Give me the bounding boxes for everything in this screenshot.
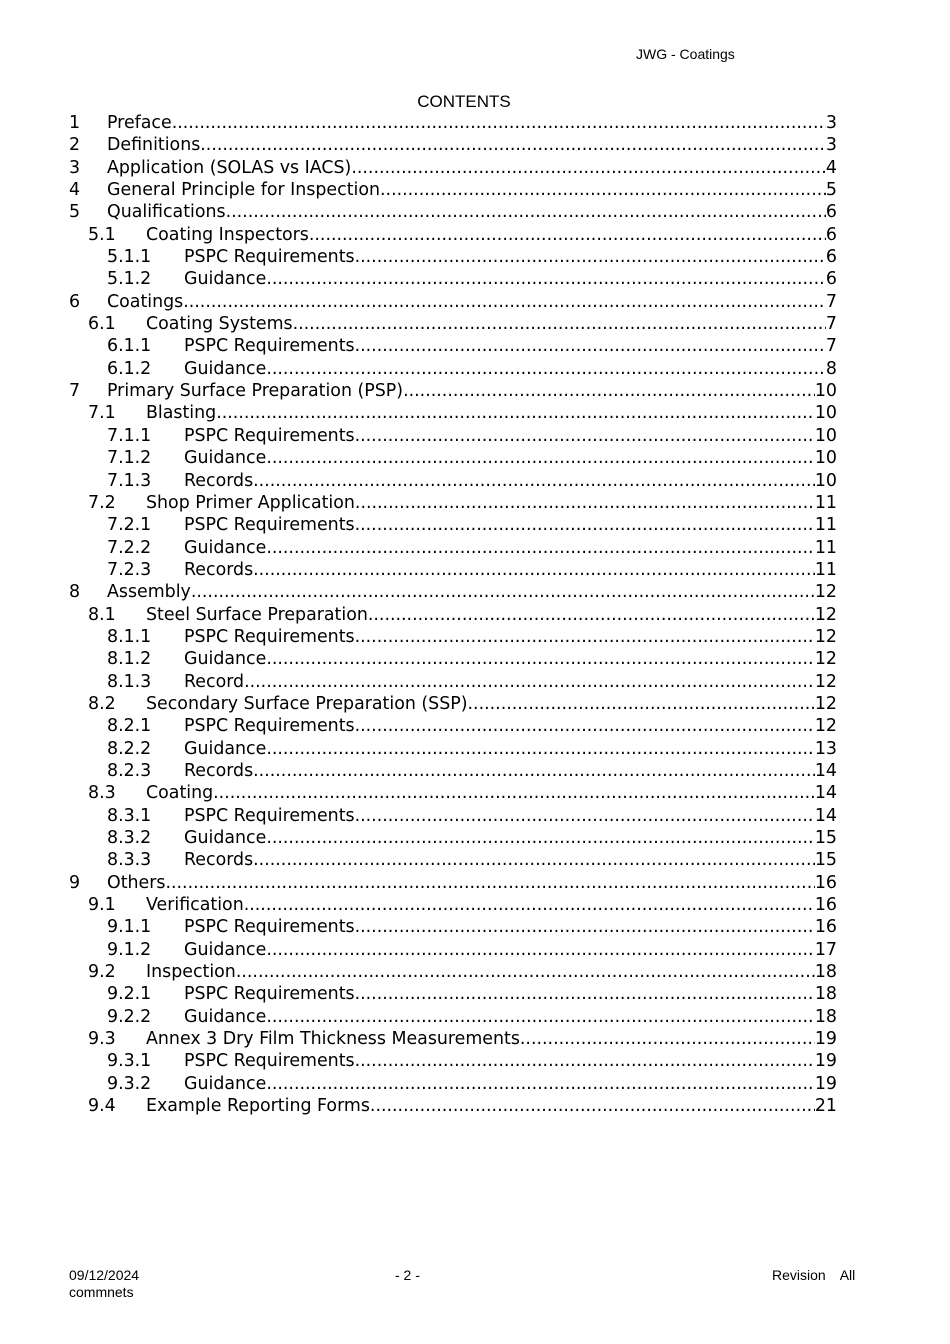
toc-entry-number: 8.3.1 bbox=[107, 805, 152, 826]
toc-entry-number: 8.1.2 bbox=[107, 649, 152, 670]
toc-entry[interactable] bbox=[69, 961, 837, 983]
toc-dot-leader bbox=[266, 648, 815, 670]
toc-entry-page: 10 bbox=[814, 425, 837, 446]
toc-entry-number: 6 bbox=[69, 291, 81, 312]
toc-entry-title: Guidance bbox=[184, 1006, 267, 1027]
toc-entry-number: 8.1 bbox=[88, 604, 116, 625]
toc-dot-leader bbox=[172, 112, 826, 134]
toc-entry-number: 9.2.2 bbox=[107, 1006, 152, 1027]
toc-entry-page: 4 bbox=[825, 157, 837, 178]
toc-entry-page: 11 bbox=[814, 537, 837, 558]
toc-entry-number: 8.3 bbox=[88, 783, 116, 804]
toc-entry-number: 3 bbox=[69, 157, 81, 178]
toc-dot-leader bbox=[468, 693, 815, 715]
toc-dot-leader bbox=[183, 291, 826, 313]
toc-entry-title: Guidance bbox=[184, 828, 267, 848]
toc-entry-page: 12 bbox=[814, 649, 837, 670]
toc-entry-page: 12 bbox=[814, 582, 837, 603]
toc-entry-number: 7.1.2 bbox=[107, 448, 152, 469]
table-of-contents bbox=[69, 112, 837, 1117]
toc-entry-number: 6.1.1 bbox=[107, 336, 152, 357]
toc-entry-page: 18 bbox=[814, 984, 837, 1005]
toc-entry-page: 18 bbox=[814, 962, 837, 983]
toc-entry-number: 5.1.1 bbox=[107, 247, 152, 268]
toc-entry-title: Inspection bbox=[146, 962, 236, 983]
toc-entry[interactable] bbox=[69, 313, 837, 335]
toc-entry[interactable] bbox=[69, 470, 837, 492]
toc-entry-page: 15 bbox=[814, 850, 837, 871]
toc-dot-leader bbox=[266, 1006, 815, 1028]
toc-entry[interactable] bbox=[69, 738, 837, 760]
toc-entry-title: Assembly bbox=[107, 582, 191, 603]
toc-entry[interactable] bbox=[69, 671, 837, 693]
toc-dot-leader bbox=[253, 849, 815, 871]
toc-entry-number: 8.2.1 bbox=[107, 716, 152, 737]
toc-entry-number: 9.3.2 bbox=[107, 1073, 152, 1094]
toc-entry-number: 2 bbox=[69, 135, 81, 156]
toc-entry-number: 5.1 bbox=[88, 224, 116, 245]
toc-entry-page: 5 bbox=[825, 180, 837, 201]
toc-entry-title: General Principle for Inspection bbox=[107, 180, 381, 201]
toc-entry-number: 9.3 bbox=[88, 1029, 116, 1050]
toc-entry-page: 8 bbox=[825, 358, 837, 379]
toc-dot-leader bbox=[355, 246, 826, 268]
toc-entry-title: Annex 3 Dry Film Thickness Measurements bbox=[146, 1029, 520, 1050]
toc-entry[interactable] bbox=[69, 916, 837, 938]
toc-entry-page: 19 bbox=[814, 1051, 837, 1072]
toc-entry-number: 8.2.3 bbox=[107, 760, 152, 781]
toc-dot-leader bbox=[368, 604, 815, 626]
toc-dot-leader bbox=[266, 537, 815, 559]
toc-entry[interactable] bbox=[69, 604, 837, 626]
toc-entry-title: Primary Surface Preparation (PSP) bbox=[107, 381, 404, 402]
toc-entry-title: Coating Systems bbox=[146, 314, 293, 335]
toc-entry-title: Verification bbox=[146, 895, 244, 916]
toc-entry-page: 12 bbox=[814, 626, 837, 647]
toc-dot-leader bbox=[253, 760, 815, 782]
toc-entry-title: Guidance bbox=[184, 358, 267, 379]
toc-entry-number: 5 bbox=[69, 202, 81, 223]
toc-entry[interactable] bbox=[69, 715, 837, 737]
toc-dot-leader bbox=[355, 715, 815, 737]
toc-entry-number: 5.1.2 bbox=[107, 269, 152, 290]
toc-entry[interactable] bbox=[69, 402, 837, 424]
toc-entry[interactable] bbox=[69, 514, 837, 536]
toc-entry-page: 16 bbox=[814, 917, 837, 938]
toc-entry[interactable] bbox=[69, 1028, 837, 1050]
toc-entry-title: Blasting bbox=[146, 403, 217, 424]
toc-dot-leader bbox=[403, 380, 815, 402]
toc-entry-page: 13 bbox=[814, 738, 837, 759]
toc-dot-leader bbox=[253, 559, 815, 581]
toc-dot-leader bbox=[200, 134, 826, 156]
toc-dot-leader bbox=[266, 1073, 815, 1095]
toc-entry-page: 16 bbox=[814, 872, 837, 893]
toc-entry-number: 8.2.2 bbox=[107, 738, 152, 759]
toc-dot-leader bbox=[355, 983, 815, 1005]
footer-left bbox=[69, 1267, 219, 1301]
toc-dot-leader bbox=[520, 1028, 815, 1050]
toc-dot-leader bbox=[165, 872, 814, 894]
toc-entry-page: 14 bbox=[814, 760, 837, 781]
toc-dot-leader bbox=[355, 626, 815, 648]
toc-entry[interactable] bbox=[69, 648, 837, 670]
toc-entry-title: Preface bbox=[107, 113, 172, 133]
toc-entry[interactable] bbox=[69, 358, 837, 380]
toc-entry-title: Guidance bbox=[184, 649, 267, 670]
toc-entry-page: 19 bbox=[814, 1029, 837, 1050]
toc-dot-leader bbox=[355, 514, 815, 536]
toc-dot-leader bbox=[380, 179, 826, 201]
toc-entry[interactable] bbox=[69, 134, 837, 156]
toc-entry-title: Qualifications bbox=[107, 202, 226, 223]
toc-entry-page: 3 bbox=[825, 113, 837, 133]
toc-dot-leader bbox=[355, 805, 815, 827]
toc-entry-page: 7 bbox=[825, 336, 837, 357]
toc-entry-page: 12 bbox=[814, 716, 837, 737]
toc-entry-page: 12 bbox=[814, 671, 837, 692]
toc-entry-page: 14 bbox=[814, 805, 837, 826]
toc-entry[interactable] bbox=[69, 425, 837, 447]
toc-entry[interactable] bbox=[69, 224, 837, 246]
toc-entry-title: Application (SOLAS vs IACS) bbox=[107, 157, 352, 178]
toc-entry-number: 8.1.3 bbox=[107, 671, 152, 692]
toc-entry[interactable] bbox=[69, 1073, 837, 1095]
toc-entry-title: Example Reporting Forms bbox=[146, 1096, 370, 1117]
toc-entry-title: PSPC Requirements bbox=[184, 425, 355, 446]
toc-entry-number: 8.3.3 bbox=[107, 850, 152, 871]
toc-entry-number: 8.2 bbox=[88, 693, 116, 714]
toc-entry[interactable] bbox=[69, 112, 837, 134]
toc-dot-leader bbox=[266, 447, 815, 469]
toc-entry-number: 4 bbox=[69, 180, 81, 201]
toc-entry[interactable] bbox=[69, 246, 837, 268]
toc-entry-title: Records bbox=[184, 760, 254, 781]
toc-entry-page: 15 bbox=[814, 828, 837, 848]
toc-dot-leader bbox=[370, 1095, 815, 1117]
toc-entry[interactable] bbox=[69, 827, 837, 849]
toc-entry[interactable] bbox=[69, 1095, 837, 1117]
toc-entry-page: 16 bbox=[814, 895, 837, 916]
footer-revision bbox=[772, 1267, 855, 1284]
toc-entry[interactable] bbox=[69, 268, 837, 290]
toc-entry-number: 6.1 bbox=[88, 314, 116, 335]
toc-entry-page: 21 bbox=[814, 1096, 837, 1117]
toc-entry-page: 6 bbox=[825, 247, 837, 268]
toc-dot-leader bbox=[244, 671, 815, 693]
toc-entry-page: 6 bbox=[825, 202, 837, 223]
toc-entry[interactable] bbox=[69, 179, 837, 201]
toc-entry-number: 9.4 bbox=[88, 1096, 116, 1117]
toc-dot-leader bbox=[253, 470, 815, 492]
toc-entry-title: Guidance bbox=[184, 537, 267, 558]
toc-dot-leader bbox=[293, 313, 826, 335]
toc-entry[interactable] bbox=[69, 693, 837, 715]
toc-dot-leader bbox=[351, 157, 826, 179]
toc-entry-number: 9.2 bbox=[88, 962, 116, 983]
toc-entry-title: Records bbox=[184, 559, 254, 580]
footer-page-number: - 2 - bbox=[395, 1267, 420, 1283]
toc-entry-title: Secondary Surface Preparation (SSP) bbox=[146, 693, 468, 714]
footer-revision-label: Revision bbox=[772, 1267, 826, 1283]
toc-dot-leader bbox=[266, 939, 815, 961]
toc-dot-leader bbox=[191, 581, 815, 603]
footer-date: 09/12/2024 bbox=[69, 1267, 140, 1283]
toc-entry-number: 9 bbox=[69, 872, 81, 893]
toc-entry-number: 9.1.1 bbox=[107, 917, 152, 938]
toc-entry-number: 7.1.3 bbox=[107, 470, 152, 491]
toc-entry[interactable] bbox=[69, 335, 837, 357]
toc-entry[interactable] bbox=[69, 380, 837, 402]
toc-entry[interactable] bbox=[69, 291, 837, 313]
toc-entry-page: 11 bbox=[814, 515, 837, 536]
toc-entry-page: 12 bbox=[814, 693, 837, 714]
toc-entry-page: 11 bbox=[814, 492, 837, 513]
toc-dot-leader bbox=[236, 961, 815, 983]
toc-entry[interactable] bbox=[69, 1006, 837, 1028]
toc-entry[interactable] bbox=[69, 849, 837, 871]
toc-entry-title: PSPC Requirements bbox=[184, 716, 355, 737]
toc-entry-title: Shop Primer Application bbox=[146, 492, 355, 513]
toc-entry[interactable] bbox=[69, 581, 837, 603]
toc-entry-title: PSPC Requirements bbox=[184, 247, 355, 268]
toc-entry[interactable] bbox=[69, 626, 837, 648]
toc-entry[interactable] bbox=[69, 559, 837, 581]
toc-entry-title: PSPC Requirements bbox=[184, 1051, 355, 1072]
toc-dot-leader bbox=[355, 492, 815, 514]
toc-entry-number: 7.2.1 bbox=[107, 515, 152, 536]
toc-dot-leader bbox=[244, 894, 815, 916]
toc-dot-leader bbox=[226, 201, 826, 223]
toc-entry-title: PSPC Requirements bbox=[184, 917, 355, 938]
toc-entry-page: 10 bbox=[814, 448, 837, 469]
toc-entry-page: 10 bbox=[814, 470, 837, 491]
toc-dot-leader bbox=[266, 827, 815, 849]
toc-entry[interactable] bbox=[69, 1050, 837, 1072]
footer-note: commnets bbox=[69, 1284, 134, 1300]
toc-entry-page: 3 bbox=[825, 135, 837, 156]
toc-entry-number: 9.2.1 bbox=[107, 984, 152, 1005]
toc-dot-leader bbox=[213, 782, 815, 804]
toc-entry[interactable] bbox=[69, 492, 837, 514]
toc-entry-title: Guidance bbox=[184, 1073, 267, 1094]
toc-entry[interactable] bbox=[69, 939, 837, 961]
toc-entry-number: 6.1.2 bbox=[107, 358, 152, 379]
toc-entry-title: Guidance bbox=[184, 448, 267, 469]
toc-entry-title: Guidance bbox=[184, 269, 267, 290]
toc-entry-title: PSPC Requirements bbox=[184, 515, 355, 536]
toc-entry-number: 7.2.2 bbox=[107, 537, 152, 558]
toc-entry-number: 9.1 bbox=[88, 895, 116, 916]
toc-entry-number: 7 bbox=[69, 381, 81, 402]
toc-entry-number: 8.1.1 bbox=[107, 626, 152, 647]
toc-dot-leader bbox=[216, 402, 815, 424]
toc-entry[interactable] bbox=[69, 201, 837, 223]
running-header: JWG - Coatings bbox=[636, 46, 735, 62]
toc-entry-title: Record bbox=[184, 671, 245, 692]
toc-dot-leader bbox=[355, 916, 815, 938]
footer-revision-value: All bbox=[839, 1267, 856, 1283]
toc-entry-page: 10 bbox=[814, 381, 837, 402]
toc-entry-title: Steel Surface Preparation bbox=[146, 604, 368, 625]
toc-entry-page: 18 bbox=[814, 1006, 837, 1027]
toc-entry-page: 6 bbox=[825, 269, 837, 290]
toc-entry-page: 19 bbox=[814, 1073, 837, 1094]
toc-entry-number: 7.2 bbox=[88, 492, 116, 513]
toc-entry[interactable] bbox=[69, 157, 837, 179]
toc-entry-title: PSPC Requirements bbox=[184, 336, 355, 357]
toc-entry-title: Records bbox=[184, 470, 254, 491]
toc-dot-leader bbox=[355, 335, 826, 357]
toc-entry-page: 10 bbox=[814, 403, 837, 424]
toc-entry-number: 7.1 bbox=[88, 403, 116, 424]
toc-entry-title: Definitions bbox=[107, 135, 201, 156]
toc-entry[interactable] bbox=[69, 805, 837, 827]
toc-entry-title: PSPC Requirements bbox=[184, 626, 355, 647]
toc-entry-page: 7 bbox=[825, 291, 837, 312]
toc-entry-title: Records bbox=[184, 850, 254, 871]
toc-dot-leader bbox=[266, 268, 826, 290]
contents-heading: CONTENTS bbox=[417, 92, 511, 111]
toc-entry-number: 1 bbox=[69, 113, 81, 133]
toc-entry-title: Coating bbox=[146, 783, 214, 804]
toc-entry-title: Guidance bbox=[184, 939, 267, 960]
toc-entry[interactable] bbox=[69, 894, 837, 916]
toc-entry-title: PSPC Requirements bbox=[184, 984, 355, 1005]
toc-entry-title: Guidance bbox=[184, 738, 267, 759]
toc-dot-leader bbox=[266, 358, 826, 380]
toc-dot-leader bbox=[355, 1050, 815, 1072]
toc-entry-number: 7.1.1 bbox=[107, 425, 152, 446]
toc-dot-leader bbox=[266, 738, 815, 760]
toc-entry-number: 8 bbox=[69, 582, 81, 603]
toc-entry[interactable] bbox=[69, 983, 837, 1005]
toc-entry-page: 12 bbox=[814, 604, 837, 625]
toc-entry-page: 11 bbox=[814, 559, 837, 580]
toc-entry[interactable] bbox=[69, 760, 837, 782]
toc-entry-title: Coating Inspectors bbox=[146, 224, 309, 245]
toc-entry-page: 6 bbox=[825, 224, 837, 245]
toc-entry[interactable] bbox=[69, 782, 837, 804]
toc-entry[interactable] bbox=[69, 872, 837, 894]
toc-dot-leader bbox=[309, 224, 826, 246]
toc-entry-number: 8.3.2 bbox=[107, 828, 152, 848]
toc-entry-number: 7.2.3 bbox=[107, 559, 152, 580]
toc-entry[interactable] bbox=[69, 447, 837, 469]
toc-dot-leader bbox=[355, 425, 815, 447]
toc-entry-page: 14 bbox=[814, 783, 837, 804]
toc-entry-page: 7 bbox=[825, 314, 837, 335]
toc-entry-title: Others bbox=[107, 872, 166, 893]
toc-entry-number: 9.1.2 bbox=[107, 939, 152, 960]
toc-entry-number: 9.3.1 bbox=[107, 1051, 152, 1072]
toc-entry-page: 17 bbox=[814, 939, 837, 960]
toc-entry[interactable] bbox=[69, 537, 837, 559]
toc-entry-title: PSPC Requirements bbox=[184, 805, 355, 826]
toc-entry-title: Coatings bbox=[107, 291, 184, 312]
